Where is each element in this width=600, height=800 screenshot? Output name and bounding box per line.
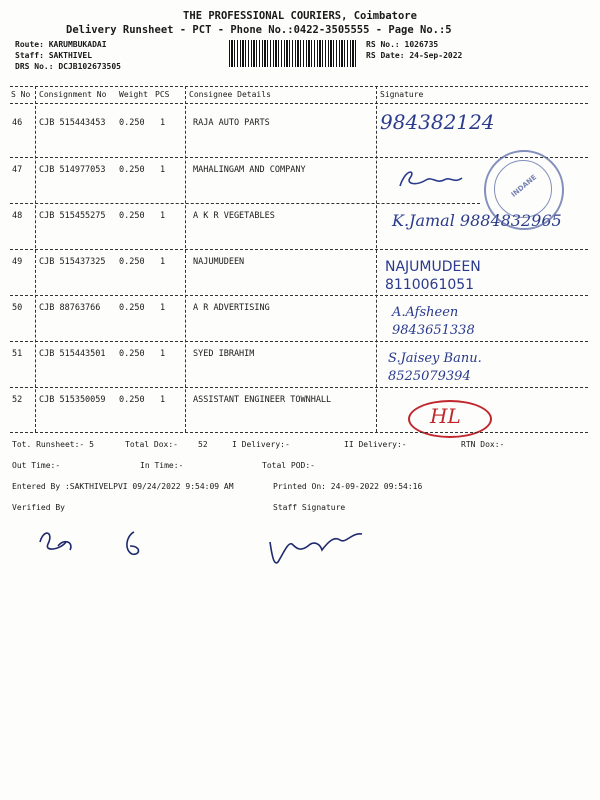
row-weight: 0.250	[119, 211, 145, 221]
row-sno: 46	[12, 118, 23, 128]
row-weight: 0.250	[119, 118, 145, 128]
row-consignment: CJB 515350059	[39, 395, 106, 405]
row-consignment: CJB 514977053	[39, 165, 106, 175]
row-consignee: A K R VEGETABLES	[193, 211, 275, 221]
row-sno: 47	[12, 165, 23, 175]
stamp-text: INDANE	[509, 173, 539, 199]
row-rule	[10, 249, 588, 250]
i-delivery: I Delivery:-	[232, 440, 290, 449]
row-consignment: CJB 88763766	[39, 303, 101, 313]
row-pcs: 1	[160, 349, 166, 359]
total-dox-label: Total Dox:-	[125, 440, 178, 449]
company-title: THE PROFESSIONAL COURIERS, Coimbatore	[183, 10, 417, 22]
row-sno: 48	[12, 211, 23, 221]
signature-handwriting: 984382124	[380, 110, 495, 134]
row-weight: 0.250	[119, 349, 145, 359]
route-label: Route: KARUMBUKADAI	[15, 40, 107, 49]
entered-by: Entered By :SAKTHIVELPVI 09/24/2022 9:54:09 AM	[12, 482, 234, 491]
row-rule	[10, 203, 480, 204]
staff-label: Staff: SAKTHIVEL	[15, 51, 93, 60]
verified-signature	[30, 522, 160, 562]
row-pcs: 1	[160, 395, 166, 405]
col-divider	[376, 86, 377, 432]
table-header-rule	[10, 103, 588, 104]
row-weight: 0.250	[119, 395, 145, 405]
row-sno: 49	[12, 257, 23, 267]
row-consignment: CJB 515443453	[39, 118, 106, 128]
row-pcs: 1	[160, 211, 166, 221]
printed-on: Printed On: 24-09-2022 09:54:16	[273, 482, 423, 491]
row-consignee: SYED IBRAHIM	[193, 349, 255, 359]
verified-by: Verified By	[12, 503, 65, 512]
row-weight: 0.250	[119, 303, 145, 313]
row-consignee: RAJA AUTO PARTS	[193, 118, 270, 128]
signature-handwriting: K.Jamal 9884832965	[392, 211, 562, 230]
signature-handwriting: HL	[430, 404, 461, 428]
row-sno: 50	[12, 303, 23, 313]
row-weight: 0.250	[119, 165, 145, 175]
col-signature: Signature	[380, 90, 424, 99]
row-pcs: 1	[160, 165, 166, 175]
row-consignment: CJB 515437325	[39, 257, 106, 267]
col-consignee: Consignee Details	[189, 90, 271, 99]
in-time: In Time:-	[140, 461, 184, 470]
col-pcs: PCS	[155, 90, 170, 99]
row-pcs: 1	[160, 303, 166, 313]
out-time: Out Time:-	[12, 461, 61, 470]
table-bottom-rule	[10, 432, 588, 433]
company-stamp	[484, 150, 564, 230]
row-consignee: MAHALINGAM AND COMPANY	[193, 165, 306, 175]
table-top-rule	[10, 86, 588, 87]
col-sno: S No	[11, 90, 31, 99]
total-dox-value: 52	[198, 440, 208, 449]
staff-signature	[262, 522, 372, 572]
barcode	[229, 40, 357, 67]
row-consignee: NAJUMUDEEN	[193, 257, 245, 267]
row-pcs: 1	[160, 257, 166, 267]
row-sno: 51	[12, 349, 23, 359]
signature-handwriting: NAJUMUDEEN 8110061051	[385, 259, 481, 293]
runsheet-title: Delivery Runsheet - PCT - Phone No.:0422-3505555 - Page No.:5	[66, 24, 452, 36]
signature-handwriting: A.Afsheen 9843651338	[392, 305, 475, 338]
ii-delivery: II Delivery:-	[344, 440, 407, 449]
drs-label: DRS No.: DCJB102673505	[15, 62, 121, 71]
row-consignee: A R ADVERTISING	[193, 303, 270, 313]
total-runsheet: Tot. Runsheet:- 5	[12, 440, 94, 449]
col-divider	[35, 86, 36, 432]
signature-scribble	[396, 166, 466, 196]
total-pod: Total POD:-	[262, 461, 315, 470]
row-consignment: CJB 515455275	[39, 211, 106, 221]
rs-date: RS Date: 24-Sep-2022	[366, 51, 463, 60]
rtn-dox: RTN Dox:-	[461, 440, 505, 449]
col-divider	[185, 86, 186, 432]
row-consignee: ASSISTANT ENGINEER TOWNHALL	[193, 395, 332, 405]
row-weight: 0.250	[119, 257, 145, 267]
rs-no: RS No.: 1026735	[366, 40, 439, 49]
row-sno: 52	[12, 395, 23, 405]
row-rule	[10, 295, 588, 296]
signature-handwriting: S.Jaisey Banu. 8525079394	[388, 351, 482, 384]
row-consignment: CJB 515443501	[39, 349, 106, 359]
row-pcs: 1	[160, 118, 166, 128]
row-rule	[10, 387, 588, 388]
staff-signature-label: Staff Signature	[273, 503, 346, 512]
col-consignment: Consignment No	[39, 90, 107, 99]
row-rule	[10, 341, 588, 342]
col-weight: Weight	[119, 90, 148, 99]
